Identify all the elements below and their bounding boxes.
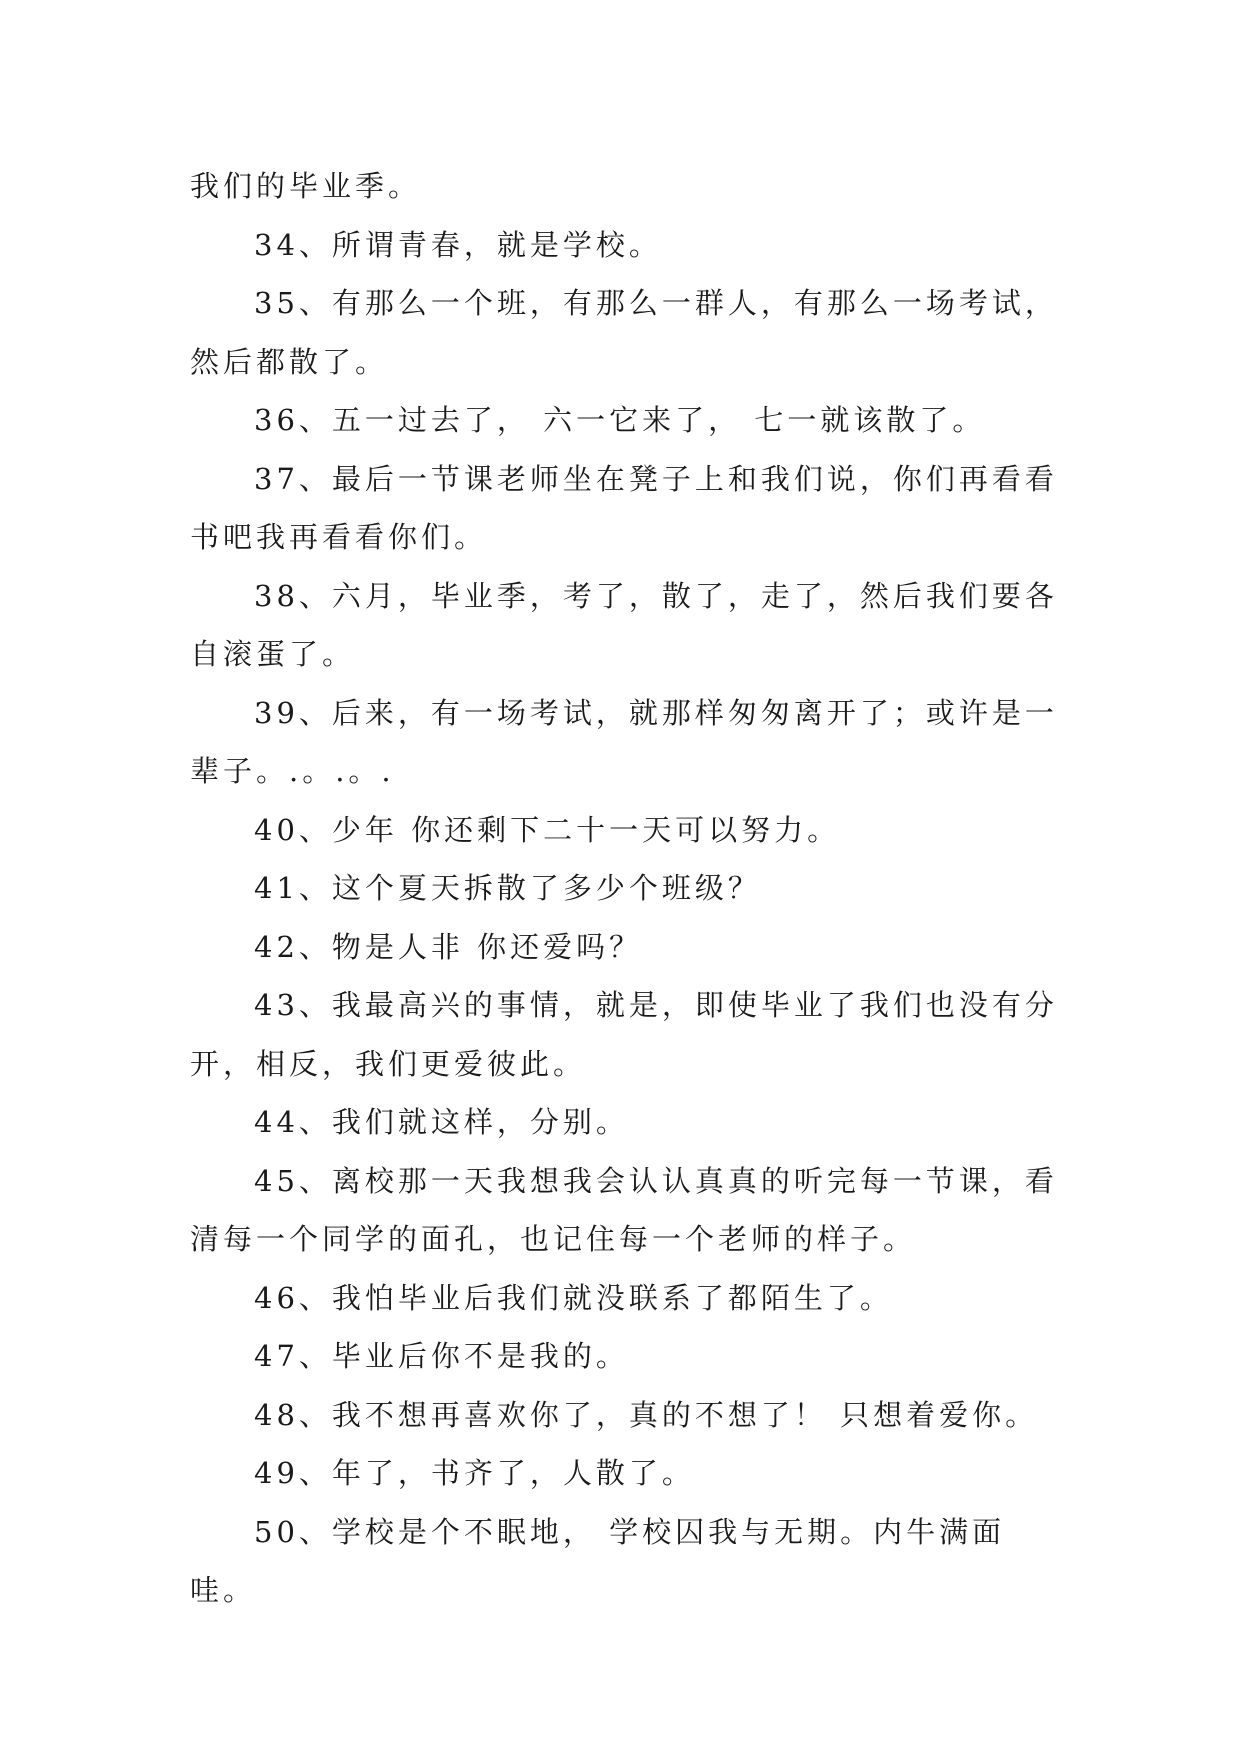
list-item: 39、后来，有一场考试，就那样匆匆离开了；或许是一辈子。.。.。. <box>190 695 1058 788</box>
list-item: 45、离校那一天我想我会认认真真的听完每一节课，看清每一个同学的面孔，也记住每一个老师的样子。 <box>190 1163 1058 1256</box>
list-item: 42、物是人非 你还爱吗？ <box>254 929 643 964</box>
list-item: 41、这个夏天拆散了多少个班级？ <box>254 871 761 905</box>
list-item: 35、有那么一个班，有那么一群人，有那么一场考试，然后都散了。 <box>190 286 1058 379</box>
list-item: 37、最后一节课老师坐在凳子上和我们说，你们再看看书吧我再看看你们。 <box>190 461 1058 554</box>
list-item: 46、我怕毕业后我们就没联系了都陌生了。 <box>254 1280 893 1315</box>
list-item: 48、我不想再喜欢你了，真的不想了！ 只想着爱你。 <box>254 1397 1039 1432</box>
document-body <box>190 157 1070 1620</box>
list-item: 40、少年 你还剩下二十一天可以努力。 <box>254 812 841 847</box>
list-item: 47、毕业后你不是我的。 <box>254 1339 629 1373</box>
list-item: 49、年了，书齐了，人散了。 <box>254 1456 695 1490</box>
list-item: 38、六月，毕业季，考了，散了，走了，然后我们要各自滚蛋了。 <box>190 578 1058 671</box>
list-item: 36、五一过去了， 六一它来了， 七一就该散了。 <box>254 403 986 437</box>
list-item: 50、学校是个不眠地， 学校囚我与无期。内牛满面哇。 <box>190 1514 1006 1607</box>
list-item: 34、所谓青春，就是学校。 <box>254 227 662 262</box>
paragraph: 我们的毕业季。 <box>190 169 422 203</box>
list-item: 43、我最高兴的事情，就是，即使毕业了我们也没有分开，相反，我们更爱彼此。 <box>190 988 1058 1081</box>
list-item: 44、我们就这样，分别。 <box>254 1105 629 1139</box>
